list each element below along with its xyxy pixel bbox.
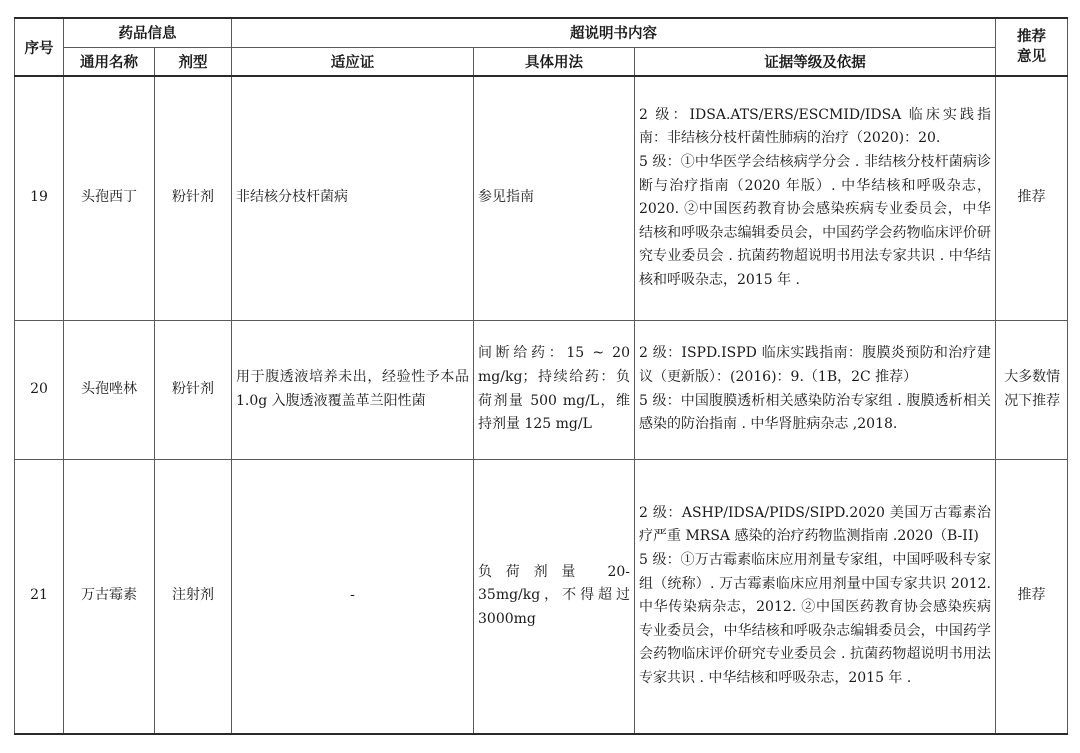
table-header (15, 18, 1068, 76)
cell-evidence (635, 459, 996, 734)
header-indication: 适应证 (232, 47, 474, 76)
cell-dosage-form: 粉针剂 (155, 320, 232, 459)
cell-evidence (635, 320, 996, 459)
header-seq: 序号 (15, 18, 64, 76)
cell-recommendation (996, 320, 1068, 459)
header-dosage-form: 剂型 (155, 47, 232, 76)
cell-usage: 间断给药：15 ~ 20 mg/kg；持续给药：负荷剂量 500 mg/L，维持剂量 125 mg/L (474, 320, 635, 459)
evidence-level-2: 2 级：ISPD.ISPD 临床实践指南：腹膜炎预防和治疗建议（更新版）：(2016)：9.（1B，2C 推荐） (639, 345, 991, 385)
evidence-level-5: 5 级：①中华医学会结核病学分会 . 非结核分枝杆菌病诊断与治疗指南（2020 年版）. 中华结核和呼吸杂志，2020. ②中国医药教育协会感染疾病专业委员会，中华结核和呼吸杂志编辑委员会，中国药学会药物临床评价研究专业委员会 . 抗菌药物超说明书用法专家共识 . 中华结核和呼吸杂志，2015 年 . (639, 154, 991, 289)
cell-indication: 用于腹透液培养未出，经验性予本品 1.0g 入腹透液覆盖革兰阳性菌 (232, 320, 474, 459)
header-generic-name: 通用名称 (64, 47, 155, 76)
evidence-level-2: 2 级：ASHP/IDSA/PIDS/SIPD.2020 美国万古霉素治疗严重 MRSA 感染的治疗药物监测指南 .2020（B-II) (639, 504, 991, 545)
cell-usage: 负荷剂量 20-35mg/kg，不得超过 3000mg (474, 459, 635, 734)
evidence-level-5: 5 级：中国腹膜透析相关感染防治专家组 . 腹膜透析相关感染的防治指南 . 中华肾脏病杂志 ,2018. (639, 392, 991, 433)
recommendation-text: 大多数情况下推荐 (1004, 368, 1061, 409)
cell-seq: 21 (15, 459, 64, 734)
header-evidence: 证据等级及依据 (635, 47, 996, 76)
table-row (15, 320, 1068, 459)
header-recommendation (996, 18, 1068, 76)
evidence-level-5: 5 级：①万古霉素临床应用剂量专家组，中国呼吸科专家组（统称）. 万古霉素临床应用剂量中国专家共识 2012. 中华传染病杂志，2012. ②中国医药教育协会感染疾病专业委员会，中华结核和呼吸杂志编辑委员会，中国药学会药物临床评价研究专业委员会 . 抗菌药物超说明书用法专家共识 . 中华结核和呼吸杂志，2015 年 . (639, 552, 991, 687)
cell-indication: - (232, 459, 474, 734)
header-sub-row (15, 47, 1068, 76)
table-row (15, 76, 1068, 320)
cell-seq: 20 (15, 320, 64, 459)
offlabel-drug-table (14, 17, 1068, 735)
cell-generic-name: 头孢西丁 (64, 76, 155, 320)
cell-usage: 参见指南 (474, 76, 635, 320)
cell-recommendation: 推荐 (996, 76, 1068, 320)
cell-evidence (635, 76, 996, 320)
cell-dosage-form: 注射剂 (155, 459, 232, 734)
cell-indication: 非结核分枝杆菌病 (232, 76, 474, 320)
cell-generic-name: 头孢唑林 (64, 320, 155, 459)
header-group-row (15, 18, 1068, 47)
header-offlabel-content: 超说明书内容 (232, 18, 996, 47)
table-row (15, 459, 1068, 734)
cell-seq: 19 (15, 76, 64, 320)
table-body (15, 76, 1068, 734)
evidence-level-2: 2 级：IDSA.ATS/ERS/ESCMID/IDSA 临床实践指南：非结核分枝杆菌性肺病的治疗（2020)：20. (639, 106, 991, 147)
header-recommendation-text: 推荐意见 (1016, 29, 1046, 65)
cell-dosage-form: 粉针剂 (155, 76, 232, 320)
cell-recommendation: 推荐 (996, 459, 1068, 734)
header-drug-info: 药品信息 (64, 18, 232, 47)
header-usage: 具体用法 (474, 47, 635, 76)
cell-generic-name: 万古霉素 (64, 459, 155, 734)
